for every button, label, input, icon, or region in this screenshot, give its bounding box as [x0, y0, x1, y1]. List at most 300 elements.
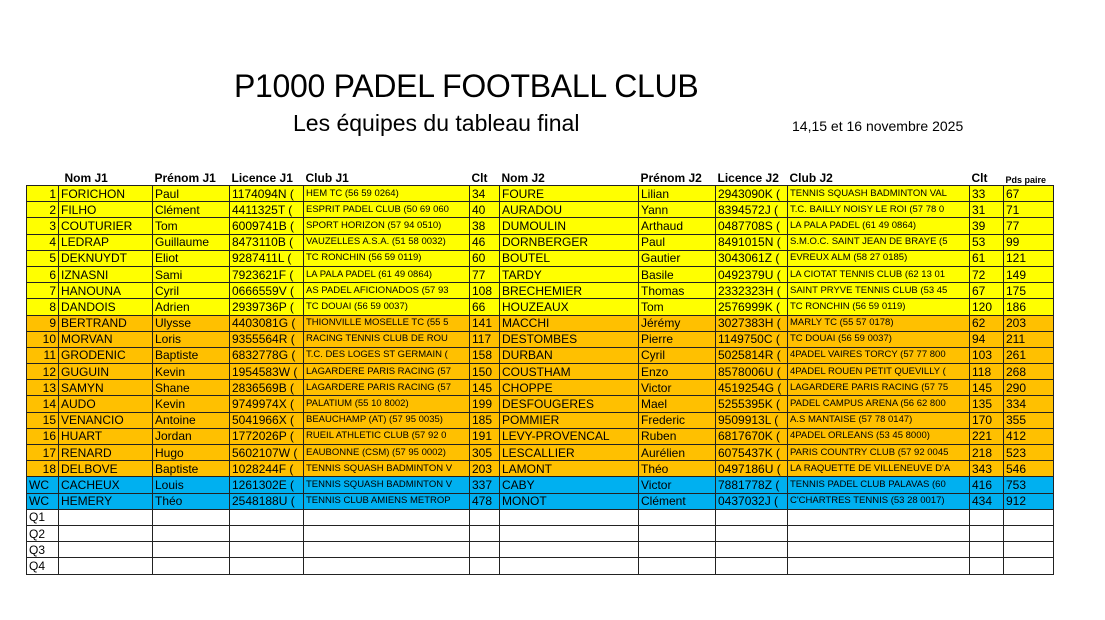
table-row: [27, 266, 1054, 282]
nom-j1-cell: GUGUIN: [59, 364, 153, 380]
club-j2-cell: LA CIOTAT TENNIS CLUB (62 13 01: [788, 266, 970, 282]
club-j1-cell: RUEIL ATHLETIC CLUB (57 92 0: [304, 428, 470, 444]
clt-j2-cell: 61: [970, 250, 1004, 266]
pds-paire-cell: 753: [1004, 477, 1054, 493]
pds-paire-cell: 67: [1004, 186, 1054, 202]
club-j1-cell: AS PADEL AFICIONADOS (57 93: [304, 283, 470, 299]
licence-j1-cell: 9749974X (: [230, 396, 304, 412]
club-j2-cell: LA RAQUETTE DE VILLENEUVE D'A: [788, 461, 970, 477]
clt-j2-cell: [970, 542, 1004, 558]
licence-j1-cell: 9355564R (: [230, 331, 304, 347]
table-row: [27, 234, 1054, 250]
position-cell: Q3: [27, 542, 59, 558]
position-cell: WC: [27, 477, 59, 493]
prenom-j1-cell: [153, 525, 230, 541]
clt-j1-cell: 38: [470, 218, 500, 234]
club-j2-cell: 4PADEL ORLEANS (53 45 8000): [788, 428, 970, 444]
club-j2-cell: PADEL CAMPUS ARENA (56 62 800: [788, 396, 970, 412]
prenom-j2-cell: Victor: [639, 380, 716, 396]
prenom-j1-cell: Baptiste: [153, 461, 230, 477]
club-j1-cell: PALATIUM (55 10 8002): [304, 396, 470, 412]
club-j1-cell: TC RONCHIN (56 59 0119): [304, 250, 470, 266]
position-cell: Q2: [27, 525, 59, 541]
prenom-j2-cell: Clément: [639, 493, 716, 509]
clt-j2-cell: 343: [970, 461, 1004, 477]
position-cell: 9: [27, 315, 59, 331]
clt-j2-cell: 145: [970, 380, 1004, 396]
clt-j1-cell: [470, 509, 500, 525]
col-header-licence-j2: Licence J2: [717, 171, 779, 185]
prenom-j1-cell: Loris: [153, 331, 230, 347]
prenom-j1-cell: Tom: [153, 218, 230, 234]
prenom-j1-cell: Eliot: [153, 250, 230, 266]
licence-j1-cell: 1174094N (: [230, 186, 304, 202]
licence-j1-cell: 1772026P (: [230, 428, 304, 444]
nom-j1-cell: [59, 525, 153, 541]
licence-j1-cell: 5041966X (: [230, 412, 304, 428]
pds-paire-cell: 546: [1004, 461, 1054, 477]
clt-j1-cell: 46: [470, 234, 500, 250]
nom-j1-cell: VENANCIO: [59, 412, 153, 428]
clt-j1-cell: 40: [470, 202, 500, 218]
pds-paire-cell: 290: [1004, 380, 1054, 396]
clt-j1-cell: 141: [470, 315, 500, 331]
club-j2-cell: C'CHARTRES TENNIS (53 28 0017): [788, 493, 970, 509]
table-row: [27, 412, 1054, 428]
table-row: [27, 461, 1054, 477]
position-cell: 15: [27, 412, 59, 428]
licence-j2-cell: 0487708S (: [716, 218, 788, 234]
nom-j2-cell: [500, 542, 639, 558]
position-cell: 12: [27, 364, 59, 380]
nom-j1-cell: FORICHON: [59, 186, 153, 202]
licence-j1-cell: 4411325T (: [230, 202, 304, 218]
col-header-clt-j2: Clt: [971, 171, 988, 185]
clt-j2-cell: 170: [970, 412, 1004, 428]
clt-j2-cell: 33: [970, 186, 1004, 202]
clt-j1-cell: 478: [470, 493, 500, 509]
pds-paire-cell: [1004, 525, 1054, 541]
club-j1-cell: RACING TENNIS CLUB DE ROU: [304, 331, 470, 347]
licence-j1-cell: [230, 525, 304, 541]
nom-j2-cell: AURADOU: [500, 202, 639, 218]
pds-paire-cell: 121: [1004, 250, 1054, 266]
nom-j2-cell: CHOPPE: [500, 380, 639, 396]
clt-j1-cell: [470, 542, 500, 558]
nom-j1-cell: DANDOIS: [59, 299, 153, 315]
nom-j1-cell: DEKNUYDT: [59, 250, 153, 266]
licence-j1-cell: 7923621F (: [230, 266, 304, 282]
table-row: [27, 315, 1054, 331]
clt-j2-cell: 218: [970, 445, 1004, 461]
clt-j1-cell: 185: [470, 412, 500, 428]
licence-j1-cell: [230, 558, 304, 574]
clt-j1-cell: 145: [470, 380, 500, 396]
position-cell: 11: [27, 347, 59, 363]
prenom-j1-cell: Kevin: [153, 396, 230, 412]
table-row: [27, 558, 1054, 574]
col-header-clt-j1: Clt: [471, 171, 488, 185]
clt-j1-cell: [470, 525, 500, 541]
nom-j1-cell: RENARD: [59, 445, 153, 461]
licence-j1-cell: 2548188U (: [230, 493, 304, 509]
club-j2-cell: TENNIS SQUASH BADMINTON VAL: [788, 186, 970, 202]
clt-j1-cell: 34: [470, 186, 500, 202]
nom-j2-cell: [500, 558, 639, 574]
document-title: P1000 PADEL FOOTBALL CLUB: [234, 68, 699, 104]
licence-j1-cell: 0666559V (: [230, 283, 304, 299]
nom-j1-cell: [59, 509, 153, 525]
prenom-j1-cell: [153, 542, 230, 558]
table-row: [27, 509, 1054, 525]
clt-j2-cell: 434: [970, 493, 1004, 509]
club-j1-cell: [304, 542, 470, 558]
club-j1-cell: TENNIS SQUASH BADMINTON V: [304, 477, 470, 493]
club-j2-cell: TC RONCHIN (56 59 0119): [788, 299, 970, 315]
licence-j2-cell: 8491015N (: [716, 234, 788, 250]
clt-j2-cell: 94: [970, 331, 1004, 347]
prenom-j2-cell: Tom: [639, 299, 716, 315]
position-cell: Q4: [27, 558, 59, 574]
licence-j1-cell: 6009741B (: [230, 218, 304, 234]
nom-j1-cell: LEDRAP: [59, 234, 153, 250]
pds-paire-cell: [1004, 509, 1054, 525]
nom-j2-cell: COUSTHAM: [500, 364, 639, 380]
pds-paire-cell: 203: [1004, 315, 1054, 331]
nom-j2-cell: LESCALLIER: [500, 445, 639, 461]
clt-j1-cell: 150: [470, 364, 500, 380]
table-row: [27, 202, 1054, 218]
col-header-prenom-j2: Prénom J2: [640, 171, 702, 185]
prenom-j1-cell: Baptiste: [153, 347, 230, 363]
pds-paire-cell: 912: [1004, 493, 1054, 509]
position-cell: 7: [27, 283, 59, 299]
nom-j2-cell: [500, 509, 639, 525]
nom-j1-cell: IZNASNI: [59, 266, 153, 282]
nom-j2-cell: [500, 525, 639, 541]
licence-j2-cell: 2943090K (: [716, 186, 788, 202]
clt-j2-cell: [970, 525, 1004, 541]
clt-j1-cell: 337: [470, 477, 500, 493]
table-row: [27, 250, 1054, 266]
prenom-j1-cell: Jordan: [153, 428, 230, 444]
position-cell: 18: [27, 461, 59, 477]
position-cell: 14: [27, 396, 59, 412]
clt-j2-cell: 72: [970, 266, 1004, 282]
club-j2-cell: EVREUX ALM (58 27 0185): [788, 250, 970, 266]
licence-j1-cell: [230, 509, 304, 525]
clt-j1-cell: 203: [470, 461, 500, 477]
club-j1-cell: TC DOUAI (56 59 0037): [304, 299, 470, 315]
licence-j1-cell: 1028244F (: [230, 461, 304, 477]
table-row: [27, 493, 1054, 509]
club-j2-cell: S.M.O.C. SAINT JEAN DE BRAYE (5: [788, 234, 970, 250]
table-row: [27, 347, 1054, 363]
licence-j2-cell: 6075437K (: [716, 445, 788, 461]
nom-j1-cell: HEMERY: [59, 493, 153, 509]
club-j1-cell: [304, 509, 470, 525]
nom-j1-cell: [59, 558, 153, 574]
club-j1-cell: VAUZELLES A.S.A. (51 58 0032): [304, 234, 470, 250]
club-j1-cell: SPORT HORIZON (57 94 0510): [304, 218, 470, 234]
prenom-j2-cell: Basile: [639, 266, 716, 282]
club-j1-cell: [304, 558, 470, 574]
col-header-club-j1: Club J1: [305, 171, 349, 185]
clt-j1-cell: 77: [470, 266, 500, 282]
club-j2-cell: T.C. BAILLY NOISY LE ROI (57 78 0: [788, 202, 970, 218]
clt-j2-cell: 103: [970, 347, 1004, 363]
clt-j1-cell: 305: [470, 445, 500, 461]
nom-j2-cell: TARDY: [500, 266, 639, 282]
prenom-j2-cell: Yann: [639, 202, 716, 218]
position-cell: 2: [27, 202, 59, 218]
licence-j2-cell: 2576999K (: [716, 299, 788, 315]
pds-paire-cell: 71: [1004, 202, 1054, 218]
clt-j1-cell: 60: [470, 250, 500, 266]
club-j1-cell: T.C. DES LOGES ST GERMAIN (: [304, 347, 470, 363]
position-cell: Q1: [27, 509, 59, 525]
table-row: [27, 331, 1054, 347]
prenom-j2-cell: Aurélien: [639, 445, 716, 461]
club-j2-cell: TENNIS PADEL CLUB PALAVAS (60: [788, 477, 970, 493]
club-j2-cell: TC DOUAI (56 59 0037): [788, 331, 970, 347]
licence-j1-cell: 1261302E (: [230, 477, 304, 493]
prenom-j2-cell: Jérémy: [639, 315, 716, 331]
prenom-j1-cell: Adrien: [153, 299, 230, 315]
prenom-j1-cell: Guillaume: [153, 234, 230, 250]
prenom-j1-cell: Hugo: [153, 445, 230, 461]
prenom-j2-cell: Frederic: [639, 412, 716, 428]
clt-j2-cell: [970, 558, 1004, 574]
licence-j1-cell: [230, 542, 304, 558]
licence-j1-cell: 2836569B (: [230, 380, 304, 396]
club-j2-cell: A.S MANTAISE (57 78 0147): [788, 412, 970, 428]
nom-j1-cell: SAMYN: [59, 380, 153, 396]
prenom-j1-cell: Shane: [153, 380, 230, 396]
prenom-j1-cell: Théo: [153, 493, 230, 509]
pds-paire-cell: 268: [1004, 364, 1054, 380]
licence-j2-cell: 3043061Z (: [716, 250, 788, 266]
club-j1-cell: TENNIS CLUB AMIENS METROP: [304, 493, 470, 509]
table-header-row: [27, 168, 1054, 186]
clt-j1-cell: 191: [470, 428, 500, 444]
prenom-j1-cell: Clément: [153, 202, 230, 218]
teams-table-body: [27, 186, 1054, 575]
club-j2-cell: [788, 525, 970, 541]
club-j2-cell: [788, 542, 970, 558]
prenom-j1-cell: Kevin: [153, 364, 230, 380]
table-row: [27, 364, 1054, 380]
prenom-j1-cell: Ulysse: [153, 315, 230, 331]
pds-paire-cell: 175: [1004, 283, 1054, 299]
position-cell: 8: [27, 299, 59, 315]
licence-j2-cell: 9509913L (: [716, 412, 788, 428]
nom-j2-cell: LAMONT: [500, 461, 639, 477]
nom-j2-cell: MONOT: [500, 493, 639, 509]
club-j2-cell: [788, 509, 970, 525]
club-j2-cell: SAINT PRYVE TENNIS CLUB (53 45: [788, 283, 970, 299]
club-j2-cell: PARIS COUNTRY CLUB (57 92 0045: [788, 445, 970, 461]
pds-paire-cell: 211: [1004, 331, 1054, 347]
clt-j2-cell: 135: [970, 396, 1004, 412]
nom-j2-cell: CABY: [500, 477, 639, 493]
club-j1-cell: ESPRIT PADEL CLUB (50 69 060: [304, 202, 470, 218]
clt-j2-cell: 118: [970, 364, 1004, 380]
nom-j2-cell: FOURE: [500, 186, 639, 202]
event-dates: 14,15 et 16 novembre 2025: [792, 118, 964, 134]
document-subtitle: Les équipes du tableau final: [293, 110, 580, 136]
position-cell: WC: [27, 493, 59, 509]
licence-j1-cell: 6832778G (: [230, 347, 304, 363]
pds-paire-cell: 355: [1004, 412, 1054, 428]
licence-j2-cell: 3027383H (: [716, 315, 788, 331]
nom-j1-cell: [59, 542, 153, 558]
prenom-j2-cell: Paul: [639, 234, 716, 250]
licence-j2-cell: 0497186U (: [716, 461, 788, 477]
clt-j2-cell: 416: [970, 477, 1004, 493]
club-j1-cell: LAGARDERE PARIS RACING (57: [304, 380, 470, 396]
prenom-j2-cell: Arthaud: [639, 218, 716, 234]
club-j1-cell: TENNIS SQUASH BADMINTON V: [304, 461, 470, 477]
nom-j1-cell: FILHO: [59, 202, 153, 218]
clt-j1-cell: 66: [470, 299, 500, 315]
position-cell: 4: [27, 234, 59, 250]
col-header-nom-j1: Nom J1: [64, 171, 108, 185]
licence-j2-cell: [716, 558, 788, 574]
nom-j2-cell: POMMIER: [500, 412, 639, 428]
prenom-j2-cell: Théo: [639, 461, 716, 477]
nom-j1-cell: CACHEUX: [59, 477, 153, 493]
clt-j1-cell: 108: [470, 283, 500, 299]
nom-j2-cell: DORNBERGER: [500, 234, 639, 250]
club-j1-cell: BEAUCHAMP (AT) (57 95 0035): [304, 412, 470, 428]
pds-paire-cell: 149: [1004, 266, 1054, 282]
pds-paire-cell: 261: [1004, 347, 1054, 363]
nom-j2-cell: BOUTEL: [500, 250, 639, 266]
licence-j2-cell: 4519254G (: [716, 380, 788, 396]
clt-j2-cell: 39: [970, 218, 1004, 234]
position-cell: 17: [27, 445, 59, 461]
nom-j2-cell: MACCHI: [500, 315, 639, 331]
prenom-j2-cell: Lilian: [639, 186, 716, 202]
position-cell: 3: [27, 218, 59, 234]
nom-j1-cell: HUART: [59, 428, 153, 444]
club-j1-cell: [304, 525, 470, 541]
nom-j2-cell: DURBAN: [500, 347, 639, 363]
table-row: [27, 525, 1054, 541]
prenom-j2-cell: Thomas: [639, 283, 716, 299]
club-j2-cell: LA PALA PADEL (61 49 0864): [788, 218, 970, 234]
prenom-j1-cell: [153, 558, 230, 574]
licence-j2-cell: 2332323H (: [716, 283, 788, 299]
club-j2-cell: 4PADEL ROUEN PETIT QUEVILLY (: [788, 364, 970, 380]
clt-j2-cell: 120: [970, 299, 1004, 315]
col-header-prenom-j1: Prénom J1: [154, 171, 216, 185]
col-header-club-j2: Club J2: [789, 171, 833, 185]
pds-paire-cell: 77: [1004, 218, 1054, 234]
pds-paire-cell: 523: [1004, 445, 1054, 461]
col-header-pds-paire: Pds paire: [1005, 175, 1047, 185]
pds-paire-cell: 186: [1004, 299, 1054, 315]
club-j1-cell: LAGARDERE PARIS RACING (57: [304, 364, 470, 380]
licence-j2-cell: 1149750C (: [716, 331, 788, 347]
licence-j2-cell: 7881778Z (: [716, 477, 788, 493]
prenom-j2-cell: Ruben: [639, 428, 716, 444]
licence-j2-cell: 5255395K (: [716, 396, 788, 412]
prenom-j1-cell: Antoine: [153, 412, 230, 428]
nom-j1-cell: AUDO: [59, 396, 153, 412]
nom-j2-cell: LEVY-PROVENCAL: [500, 428, 639, 444]
position-cell: 13: [27, 380, 59, 396]
licence-j1-cell: 4403081G (: [230, 315, 304, 331]
prenom-j2-cell: [639, 525, 716, 541]
licence-j1-cell: 2939736P (: [230, 299, 304, 315]
licence-j1-cell: 9287411L (: [230, 250, 304, 266]
col-header-nom-j2: Nom J2: [501, 171, 545, 185]
table-row: [27, 428, 1054, 444]
nom-j2-cell: DESTOMBES: [500, 331, 639, 347]
table-row: [27, 477, 1054, 493]
licence-j2-cell: [716, 509, 788, 525]
nom-j2-cell: DESFOUGERES: [500, 396, 639, 412]
licence-j2-cell: 8578006U (: [716, 364, 788, 380]
nom-j2-cell: HOUZEAUX: [500, 299, 639, 315]
prenom-j2-cell: [639, 509, 716, 525]
prenom-j2-cell: Victor: [639, 477, 716, 493]
club-j2-cell: MARLY TC (55 57 0178): [788, 315, 970, 331]
prenom-j1-cell: Cyril: [153, 283, 230, 299]
nom-j1-cell: GRODENIC: [59, 347, 153, 363]
pds-paire-cell: 99: [1004, 234, 1054, 250]
clt-j1-cell: [470, 558, 500, 574]
position-cell: 1: [27, 186, 59, 202]
table-row: [27, 542, 1054, 558]
clt-j2-cell: 31: [970, 202, 1004, 218]
position-cell: 6: [27, 266, 59, 282]
prenom-j2-cell: [639, 542, 716, 558]
prenom-j2-cell: [639, 558, 716, 574]
club-j2-cell: LAGARDERE PARIS RACING (57 75: [788, 380, 970, 396]
clt-j2-cell: 62: [970, 315, 1004, 331]
prenom-j2-cell: Gautier: [639, 250, 716, 266]
table-row: [27, 396, 1054, 412]
licence-j2-cell: 0437032J (: [716, 493, 788, 509]
pds-paire-cell: [1004, 558, 1054, 574]
table-row: [27, 218, 1054, 234]
prenom-j1-cell: Sami: [153, 266, 230, 282]
prenom-j2-cell: Enzo: [639, 364, 716, 380]
prenom-j2-cell: Pierre: [639, 331, 716, 347]
nom-j1-cell: COUTURIER: [59, 218, 153, 234]
licence-j1-cell: 1954583W (: [230, 364, 304, 380]
table-row: [27, 445, 1054, 461]
club-j1-cell: THIONVILLE MOSELLE TC (55 5: [304, 315, 470, 331]
nom-j2-cell: DUMOULIN: [500, 218, 639, 234]
table-row: [27, 380, 1054, 396]
pds-paire-cell: 412: [1004, 428, 1054, 444]
table-row: [27, 283, 1054, 299]
clt-j2-cell: [970, 509, 1004, 525]
table-row: [27, 299, 1054, 315]
licence-j1-cell: 8473110B (: [230, 234, 304, 250]
nom-j2-cell: BRECHEMIER: [500, 283, 639, 299]
licence-j1-cell: 5602107W (: [230, 445, 304, 461]
clt-j1-cell: 117: [470, 331, 500, 347]
pds-paire-cell: [1004, 542, 1054, 558]
teams-table: [26, 168, 1054, 575]
club-j1-cell: EAUBONNE (CSM) (57 95 0002): [304, 445, 470, 461]
clt-j2-cell: 53: [970, 234, 1004, 250]
